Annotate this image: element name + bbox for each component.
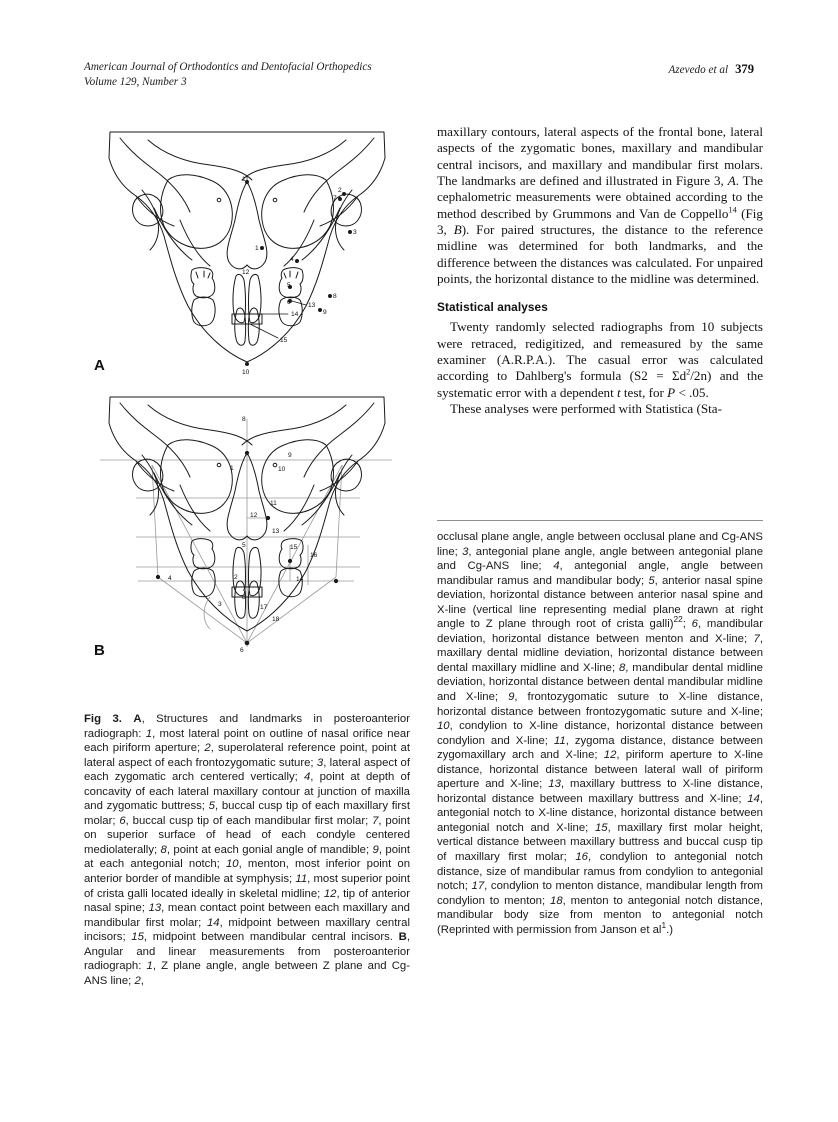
panel-a-number-9: 9 (323, 309, 327, 316)
right-column (437, 124, 763, 418)
exponent-2: 2 (686, 368, 691, 378)
panel-b-number-14: 14 (296, 576, 304, 583)
panel-a-number-7: 7 (333, 195, 337, 202)
panel-b-number-18: 18 (272, 616, 280, 623)
posteroanterior-measurements-drawing (92, 385, 402, 661)
figure-ref-a: A (727, 173, 736, 189)
panel-a-number-6: 6 (287, 299, 291, 306)
page-number: 379 (735, 62, 754, 76)
panel-b-number-11: 11 (270, 500, 277, 507)
panel-a-number-15: 15 (280, 337, 288, 344)
panel-b-number-17: 17 (260, 604, 268, 611)
caption-panel-b: B (398, 931, 407, 944)
left-column (84, 124, 410, 661)
panel-b-number-16: 16 (310, 552, 318, 559)
panel-a-number-12: 12 (242, 269, 250, 276)
panel-a-number-8: 8 (333, 293, 337, 300)
paragraph-statistics-2: These analyses were performed with Statistica (Sta- (450, 401, 722, 417)
panel-a-number-10: 10 (242, 369, 250, 376)
caption-panel-a: A (133, 713, 142, 725)
figure-3 (84, 124, 410, 661)
panel-b-number-13: 13 (272, 528, 280, 535)
caption-divider-rule (437, 520, 763, 521)
panel-b-number-10: 10 (278, 466, 286, 473)
authors-running-head: Azevedo et al (668, 64, 729, 76)
journal-title (84, 60, 554, 89)
section-heading-statistical-analyses: Statistical analyses (437, 300, 548, 315)
panel-b-number-7: 7 (242, 586, 246, 593)
journal-volume-line: Volume 129, Number 3 (84, 75, 187, 88)
figure-caption-left-part (84, 712, 410, 988)
running-head (84, 60, 754, 94)
panel-b-number-5: 5 (242, 542, 246, 549)
panel-a-number-13: 13 (308, 302, 316, 309)
panel-a-number-1: 1 (255, 245, 259, 252)
citation-14: 14 (728, 205, 737, 215)
figure-panel-a-label: A (94, 357, 105, 374)
panel-a-number-3: 3 (353, 229, 357, 236)
panel-b-number-2: 2 (234, 574, 238, 581)
journal-title-line1: American Journal of Orthodontics and Dentofacial Orthopedics (84, 61, 372, 73)
panel-b-number-12: 12 (250, 512, 258, 519)
figure-caption-right-part (437, 520, 763, 937)
panel-b-number-9: 9 (288, 452, 292, 459)
panel-a-number-5: 5 (287, 282, 291, 289)
posteroanterior-landmarks-drawing (92, 124, 402, 376)
figure-3-caption-column-2: occlusal plane angle, angle between occlusal plane and Cg-ANS line; 3, antegonial plane angle, angle between antegonial plane and Cg-ANS line; 4, antegonial angle, angle between mandibular ramus and mandibular body; 5, anterior nasal spine deviation, horizontal distance between anterior nasal spine and X-line (vertical line representing medial plane drawn at right angle to Z plane through root of crista galli)$^{22}$; 6, mandibular deviation, horizontal distance between menton and X-line; 7, maxillary dental midline deviation, horizontal distance between dental maxillary midline and X-line; 8, mandibular dental midline deviation, horizontal distance between dental mandibular midline and X-line; 9, frontozygomatic suture to X-line distance, horizontal distance between frontozygomatic suture and X-line; 10, condylion to X-line distance, horizontal distance between condylion and X-line; 11, zygoma distance, distance between zygomaxillary arch and X-line; 12, piriform aperture to X-line distance, horizontal distance between lateral wall of piriform aperture and X-line; 13, maxillary buttress to X-line distance, horizontal distance between maxillary buttress and X-line; 14, antegonial notch to X-line distance, horizontal distance between antegonial notch and X-line; 15, maxillary first molar height, vertical distance between maxillary buttress and buccal cusp tip of maxillary first molar; 16, condylion to antegonial notch distance, size of mandibular ramus from condylion to antegonial notch; 17, condylion to menton distance, mandibular length from condylion to menton; 18, menton to antegonial notch distance, mandibular body size from menton to antegonial notch (Reprinted with permission from Janson et $al^1$.) (437, 531, 764, 936)
panel-b-number-4: 4 (168, 575, 172, 582)
panel-a-number-11: 11 (242, 176, 249, 183)
panel-a-number-4: 4 (290, 256, 294, 263)
citation-1: 1 (661, 919, 667, 930)
panel-b-number-8: 8 (242, 594, 246, 601)
panel-b-number-1: 1 (230, 465, 234, 472)
panel-b-number-15: 15 (290, 544, 298, 551)
panel-b-number-z: 8 (242, 416, 246, 423)
running-head-right (668, 60, 754, 78)
caption-fig-label: Fig 3. (84, 713, 122, 725)
panel-a-number-14: 14 (291, 311, 299, 318)
panel-a-number-2: 2 (338, 187, 342, 194)
figure-3-panel-b (92, 385, 402, 661)
figure-3-panel-a (92, 124, 402, 376)
p-value-symbol: P (667, 384, 676, 400)
figure-3-caption-column-1: Fig 3. A, Structures and landmarks in posteroanterior radiograph: 1, most lateral point on outline of nasal orifice near each piriform aperture; 2, superolateral reference point, point at lateral aspect of each frontozygomatic suture; 3, lateral aspect of each zygomatic arch centered vertically; 4, point at depth of concavity of each lateral maxillary contour at junction of maxilla and zygomatic buttress; 5, buccal cusp tip of each maxillary first molar; 6, buccal cusp tip of each mandibular first molar; 7, point on superior surface of head of each condyle centered mediolaterally; 8, point at each gonial angle of mandible; 9, point at each antegonial notch; 10, menton, most inferior point on anterior border of mandible at symphysis; 11, most superior point of crista galli located ideally in skeletal midline; 12, tip of anterior nasal spine; 13, mean contact point between each maxillary and mandibular first molar; 14, midpoint between maxillary central incisors; 15, midpoint between mandibular central incisors. B, Angular and linear measurements from posteroanterior radiograph: 1, Z plane angle, angle between Z plane and Cg-ANS line; 2, (84, 713, 411, 987)
paragraph-methods-continued: maxillary contours, lateral aspects of the frontal bone, lateral aspects of the zygomatic bones, maxillary and mandibular central incisors, and maxillary and mandibular first molars. The landmarks are defined and illustrated in Figure 3, A. The cephalometric measurements were obtained according to the method described by Grummons and Van de Coppello$^{14}$ (Fig 3, B). For paired structures, the distance to the reference midline was determined for both landmarks, and the difference between the distances was calculated. For unpaired points, the horizontal distance to the midline was determined. (437, 124, 764, 287)
paragraph-statistics-1: Twenty randomly selected radiographs from 10 subjects were retraced, redigitized, and remeasured by the same examiner (A.R.P.A.). The casual error was calculated according to Dahlberg's formula $(S2 = \Sigma d^2/2n)$ and the systematic error with a dependent t test, for P < .05. (437, 319, 764, 400)
figure-panel-b-label: B (94, 642, 105, 659)
panel-b-number-3: 3 (218, 601, 222, 608)
panel-b-number-6: 6 (240, 647, 244, 654)
figure-ref-b: B (453, 222, 462, 238)
citation-22: 22 (673, 614, 683, 625)
t-test-symbol: t (616, 384, 621, 400)
